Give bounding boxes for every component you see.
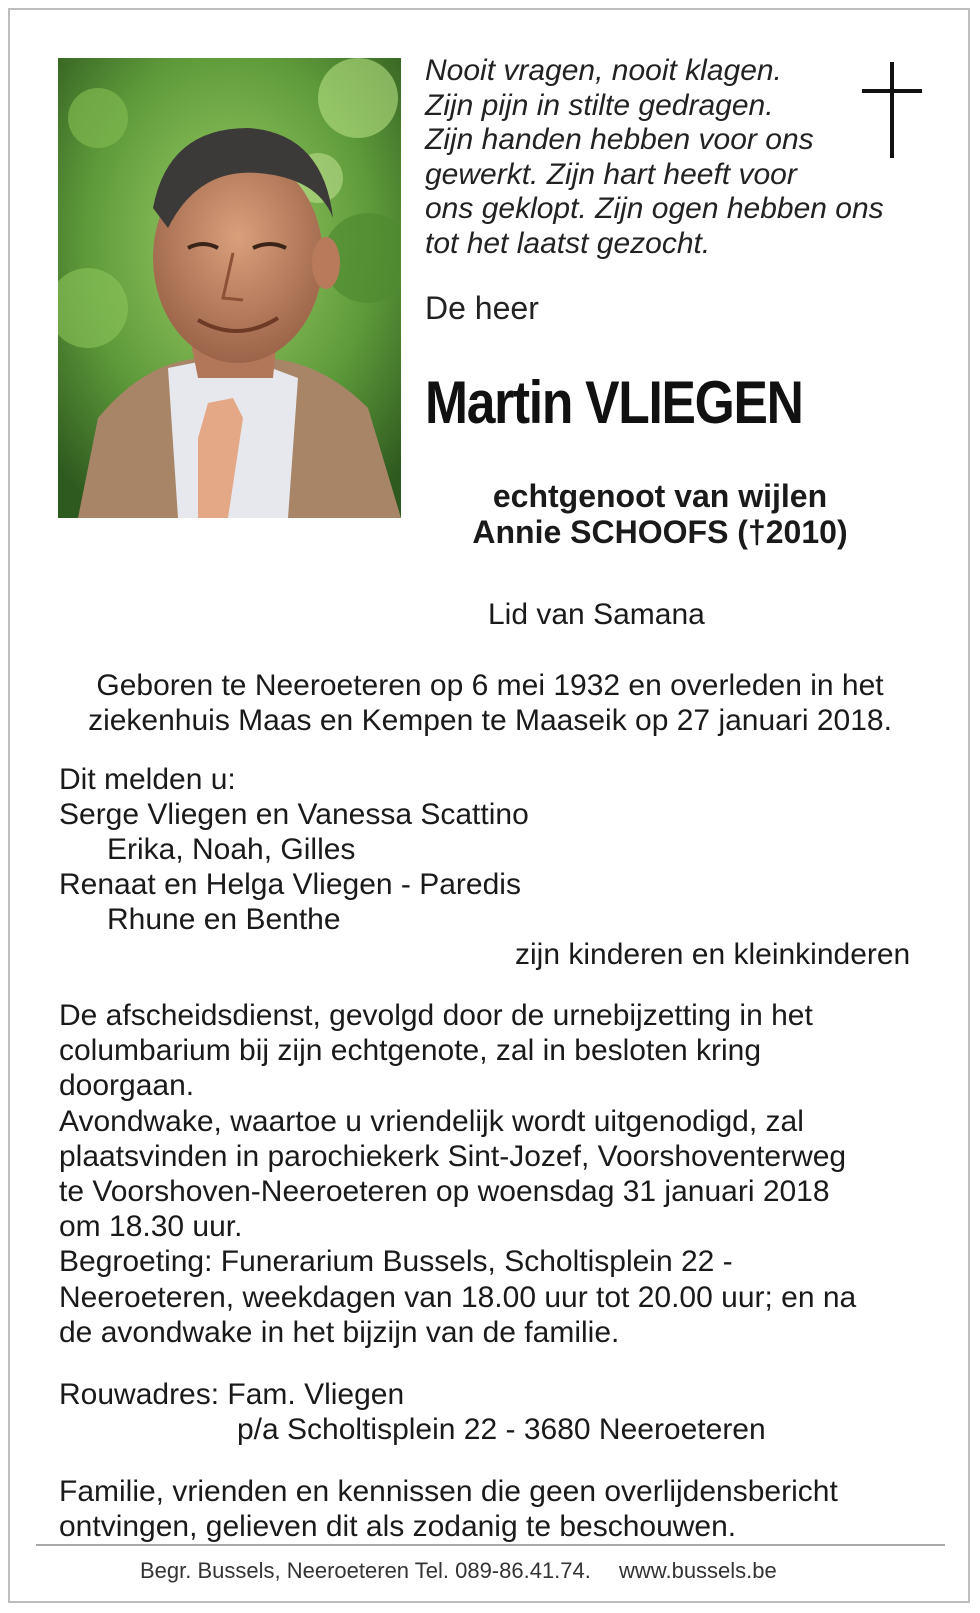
portrait-photo [58, 58, 401, 518]
family-note [59, 1474, 838, 1544]
funeral-line: te Voorshoven-Neeroeteren op woensdag 31 januari 2018 [59, 1175, 830, 1209]
family-member: Renaat en Helga Vliegen - Paredis [59, 868, 521, 901]
funeral-info [59, 998, 856, 1350]
undertaker-info: Begr. Bussels, Neeroeteren Tel. 089-86.41.74. [140, 1558, 591, 1583]
funeral-line: Neeroeteren, weekdagen van 18.00 uur tot 20.00 uur; en na [59, 1280, 857, 1314]
funeral-line: om 18.30 uur. [59, 1210, 243, 1244]
birth-death-info [40, 668, 940, 738]
honorific: De heer [425, 290, 539, 326]
poem [425, 54, 895, 261]
footer [140, 1558, 777, 1584]
poem-line: Zijn handen hebben voor ons [425, 123, 814, 156]
announcement [59, 762, 529, 937]
funeral-line: plaatsvinden in parochiekerk Sint-Jozef, Voorshoventerweg [59, 1139, 847, 1173]
funeral-line: columbarium bij zijn echtgenote, zal in besloten kring [59, 1034, 762, 1068]
website-link[interactable]: www.bussels.be [619, 1558, 777, 1583]
note-line: Familie, vrienden en kennissen die geen overlijdensbericht [59, 1475, 838, 1508]
poem-line: Nooit vragen, nooit klagen. [425, 54, 782, 87]
poem-line: ons geklopt. Zijn ogen hebben ons [425, 192, 884, 225]
poem-line: tot het laatst gezocht. [425, 226, 711, 260]
funeral-line: De afscheidsdienst, gevolgd door de urnebijzetting in het [59, 999, 813, 1032]
spouse-info [425, 478, 895, 550]
address-line: p/a Scholtisplein 22 - 3680 Neeroeteren [237, 1413, 766, 1446]
funeral-line: Avondwake, waartoe u vriendelijk wordt uitgenodigd, zal [59, 1104, 804, 1138]
spouse-line: Annie SCHOOFS (†2010) [472, 514, 848, 550]
grandchildren: Erika, Noah, Gilles [107, 833, 356, 866]
poem-line: Zijn pijn in stilte gedragen. [425, 88, 774, 122]
funeral-line: de avondwake in het bijzijn van de familie. [59, 1315, 620, 1349]
deceased-name: Martin VLIEGEN [425, 369, 803, 436]
cross-icon [862, 62, 922, 158]
announce-intro: Dit melden u: [59, 763, 236, 796]
note-line: ontvingen, gelieven dit als zodanig te beschouwen. [59, 1510, 737, 1543]
poem-line: gewerkt. Zijn hart heeft voor [425, 157, 797, 191]
membership: Lid van Samana [488, 598, 705, 631]
relation-label: zijn kinderen en kleinkinderen [515, 938, 911, 971]
footer-divider [36, 1544, 945, 1546]
mourning-address [59, 1377, 766, 1447]
funeral-line: doorgaan. [59, 1069, 195, 1103]
family-member: Serge Vliegen en Vanessa Scattino [59, 798, 529, 831]
spouse-line: echtgenoot van wijlen [492, 478, 828, 514]
grandchildren: Rhune en Benthe [107, 903, 341, 936]
funeral-line: Begroeting: Funerarium Bussels, Scholtisplein 22 - [59, 1245, 733, 1279]
address-line: Rouwadres: Fam. Vliegen [59, 1378, 405, 1411]
birth-line: Geboren te Neeroeteren op 6 mei 1932 en overleden in het [96, 669, 884, 702]
birth-line: ziekenhuis Maas en Kempen te Maaseik op 27 januari 2018. [88, 704, 892, 737]
